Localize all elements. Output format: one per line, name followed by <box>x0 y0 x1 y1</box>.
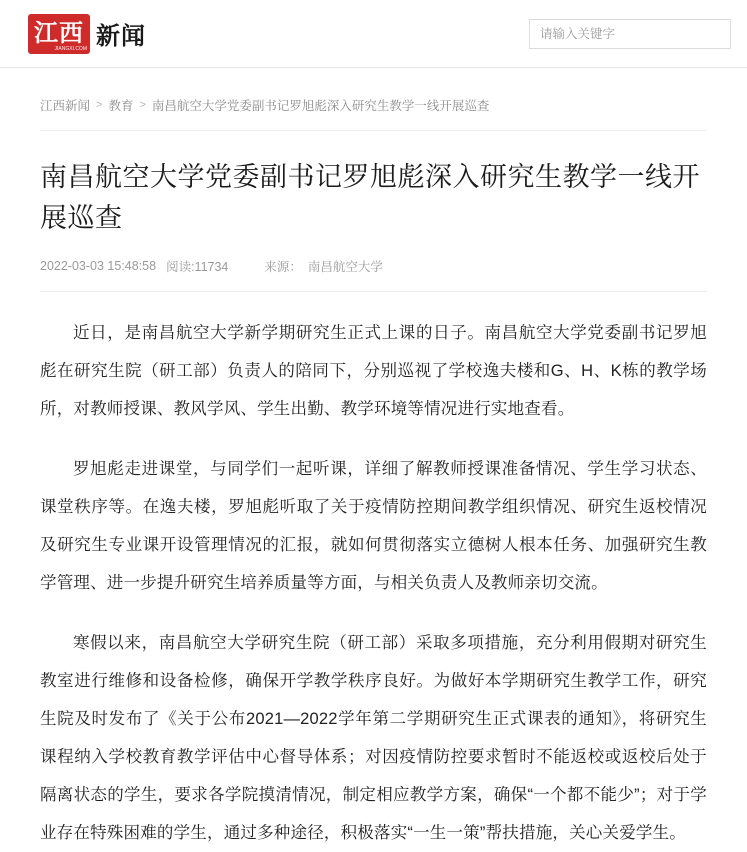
logo-badge-icon <box>28 14 90 54</box>
search-box[interactable] <box>529 19 731 49</box>
breadcrumb-separator-icon: > <box>96 99 103 111</box>
breadcrumb-item-category[interactable]: 教育 <box>108 99 134 113</box>
search-input[interactable] <box>538 26 722 42</box>
logo-main-text: 江西 <box>34 19 84 47</box>
breadcrumb <box>40 68 707 120</box>
breadcrumb-item-site[interactable]: 江西新闻 <box>40 99 91 113</box>
article-meta <box>40 257 707 275</box>
breadcrumb-divider <box>40 130 707 131</box>
site-header <box>0 0 747 68</box>
logo-sub-text: JIANGXI.COM <box>54 45 87 52</box>
article-paragraph: 罗旭彪走进课堂，与同学们一起听课，详细了解教师授课准备情况、学生学习状态、课堂秩序等。在逸夫楼，罗旭彪听取了关于疫情防控期间教学组织情况、研究生返校情况及研究生专业课开设管理情况的汇报，就如何贯彻落实立德树人根本任务、加强研究生教学管理、进一步提升研究生培养质量等方面，与相关负责人及教师亲切交流。 <box>40 460 707 592</box>
article-source-name: 南昌航空大学 <box>307 260 383 274</box>
article-paragraph: 寒假以来，南昌航空大学研究生院（研工部）采取多项措施，充分利用假期对研究生教室进行维修和设备检修，确保开学教学秩序良好。为做好本学期研究生教学工作，研究生院及时发布了《关于公布2021—2022学年第二学期研究生正式课表的通知》，将研究生课程纳入学校教育教学评估中心督导体系；对因疫情防控要求暂时不能返校或返校后处于隔离状态的学生，要求各学院摸清情况，制定相应教学方案，确保“一个都不能少”；对于学业存在特殊困难的学生，通过多种途径，积极落实“一生一策”帮扶措施，关心关爱学生。 <box>40 634 707 842</box>
article-body <box>40 314 707 852</box>
page-title: 南昌航空大学党委副书记罗旭彪深入研究生教学一线开展巡查 <box>40 162 700 233</box>
article-paragraph: 近日，是南昌航空大学新学期研究生正式上课的日子。南昌航空大学党委副书记罗旭彪在研究生院（研工部）负责人的陪同下，分别巡视了学校逸夫楼和G、H、K栋的教学场所，对教师授课、教风学风、学生出勤、教学环境等情况进行实地查看。 <box>40 324 707 418</box>
page-content <box>0 68 747 852</box>
article-read-count: 阅读:11734 <box>166 260 229 274</box>
logo-title: 新闻 <box>96 23 146 50</box>
article-source-label: 来源： <box>264 260 302 274</box>
breadcrumb-separator-icon: > <box>139 99 146 111</box>
site-logo[interactable] <box>28 14 146 54</box>
article-date: 2022-03-03 15:48:58 <box>40 259 157 273</box>
breadcrumb-item-current: 南昌航空大学党委副书记罗旭彪深入研究生教学一线开展巡查 <box>151 99 490 113</box>
meta-divider <box>40 291 707 292</box>
